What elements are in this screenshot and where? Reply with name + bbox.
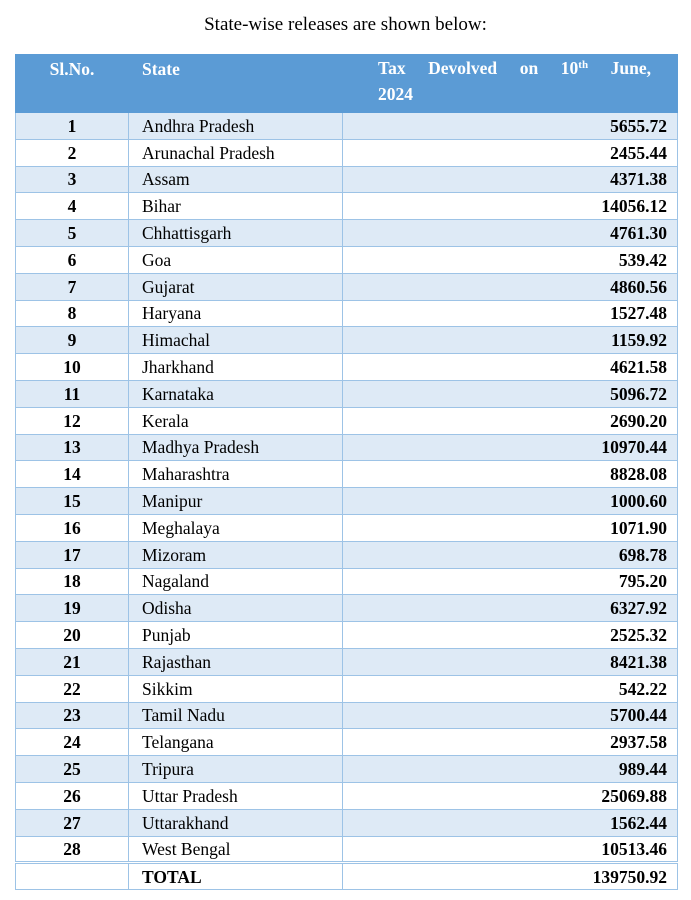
header-state: State (129, 55, 343, 113)
row-state: West Bengal (129, 836, 343, 863)
table-row (16, 246, 678, 273)
row-sl-no: 22 (16, 675, 129, 702)
row-amount: 4860.56 (343, 273, 678, 300)
row-amount: 4761.30 (343, 220, 678, 247)
page-caption: State-wise releases are shown below: (204, 14, 487, 35)
table-row (16, 488, 678, 515)
row-state: Bihar (129, 193, 343, 220)
row-sl-no: 25 (16, 756, 129, 783)
row-state: Uttar Pradesh (129, 782, 343, 809)
table-row (16, 354, 678, 381)
row-sl-no: 17 (16, 541, 129, 568)
row-state: Madhya Pradesh (129, 434, 343, 461)
row-sl-no: 21 (16, 648, 129, 675)
total-sl (16, 863, 129, 890)
row-state: Gujarat (129, 273, 343, 300)
row-sl-no: 1 (16, 113, 129, 140)
row-amount: 542.22 (343, 675, 678, 702)
table-row (16, 220, 678, 247)
table-row (16, 139, 678, 166)
row-amount: 2937.58 (343, 729, 678, 756)
table-row (16, 407, 678, 434)
table-row (16, 836, 678, 863)
header-tax-line1b: June, (588, 58, 651, 78)
row-state: Meghalaya (129, 514, 343, 541)
table-header-row (16, 55, 678, 113)
table-row (16, 809, 678, 836)
table-row (16, 434, 678, 461)
table-row (16, 380, 678, 407)
row-state: Punjab (129, 622, 343, 649)
table-row (16, 193, 678, 220)
row-state: Odisha (129, 595, 343, 622)
row-amount: 2455.44 (343, 139, 678, 166)
row-state: Tripura (129, 756, 343, 783)
row-state: Haryana (129, 300, 343, 327)
row-sl-no: 26 (16, 782, 129, 809)
row-state: Tamil Nadu (129, 702, 343, 729)
row-state: Uttarakhand (129, 809, 343, 836)
row-sl-no: 9 (16, 327, 129, 354)
row-state: Arunachal Pradesh (129, 139, 343, 166)
row-state: Andhra Pradesh (129, 113, 343, 140)
row-state: Goa (129, 246, 343, 273)
row-amount: 1527.48 (343, 300, 678, 327)
table-row (16, 675, 678, 702)
row-state: Kerala (129, 407, 343, 434)
table-row (16, 782, 678, 809)
row-state: Assam (129, 166, 343, 193)
row-sl-no: 23 (16, 702, 129, 729)
header-sl-no: Sl.No. (16, 55, 129, 113)
row-sl-no: 28 (16, 836, 129, 863)
row-sl-no: 19 (16, 595, 129, 622)
row-sl-no: 5 (16, 220, 129, 247)
row-state: Mizoram (129, 541, 343, 568)
row-state: Nagaland (129, 568, 343, 595)
table-row (16, 166, 678, 193)
row-sl-no: 14 (16, 461, 129, 488)
row-sl-no: 11 (16, 380, 129, 407)
row-amount: 5655.72 (343, 113, 678, 140)
row-amount: 989.44 (343, 756, 678, 783)
row-amount: 8421.38 (343, 648, 678, 675)
table-row (16, 622, 678, 649)
row-sl-no: 18 (16, 568, 129, 595)
row-amount: 2525.32 (343, 622, 678, 649)
table-row (16, 300, 678, 327)
row-sl-no: 13 (16, 434, 129, 461)
row-state: Rajasthan (129, 648, 343, 675)
total-amount: 139750.92 (343, 863, 678, 890)
table-row (16, 729, 678, 756)
table-row (16, 273, 678, 300)
row-state: Jharkhand (129, 354, 343, 381)
header-tax-line1a: Tax Devolved on 10 (378, 58, 579, 78)
row-sl-no: 10 (16, 354, 129, 381)
row-sl-no: 4 (16, 193, 129, 220)
row-state: Chhattisgarh (129, 220, 343, 247)
row-state: Karnataka (129, 380, 343, 407)
row-state: Telangana (129, 729, 343, 756)
row-amount: 1159.92 (343, 327, 678, 354)
table-row (16, 113, 678, 140)
row-sl-no: 3 (16, 166, 129, 193)
row-amount: 698.78 (343, 541, 678, 568)
row-state: Himachal (129, 327, 343, 354)
row-state: Manipur (129, 488, 343, 515)
table-row (16, 648, 678, 675)
row-amount: 539.42 (343, 246, 678, 273)
row-sl-no: 6 (16, 246, 129, 273)
row-amount: 25069.88 (343, 782, 678, 809)
row-sl-no: 27 (16, 809, 129, 836)
table-row (16, 514, 678, 541)
row-amount: 5700.44 (343, 702, 678, 729)
row-amount: 4371.38 (343, 166, 678, 193)
row-sl-no: 15 (16, 488, 129, 515)
tax-devolution-table (15, 54, 678, 890)
row-amount: 10513.46 (343, 836, 678, 863)
row-amount: 6327.92 (343, 595, 678, 622)
row-amount: 10970.44 (343, 434, 678, 461)
row-amount: 4621.58 (343, 354, 678, 381)
table-row (16, 568, 678, 595)
total-label: TOTAL (129, 863, 343, 890)
table-row (16, 702, 678, 729)
table-row (16, 461, 678, 488)
row-amount: 795.20 (343, 568, 678, 595)
row-sl-no: 2 (16, 139, 129, 166)
row-sl-no: 7 (16, 273, 129, 300)
row-amount: 2690.20 (343, 407, 678, 434)
row-amount: 1000.60 (343, 488, 678, 515)
row-amount: 1562.44 (343, 809, 678, 836)
header-tax-sup: th (578, 59, 589, 71)
table-body (16, 113, 678, 890)
row-sl-no: 24 (16, 729, 129, 756)
row-sl-no: 12 (16, 407, 129, 434)
row-sl-no: 20 (16, 622, 129, 649)
row-amount: 14056.12 (343, 193, 678, 220)
table-row (16, 541, 678, 568)
row-sl-no: 16 (16, 514, 129, 541)
table-row (16, 595, 678, 622)
total-row (16, 863, 678, 890)
row-amount: 8828.08 (343, 461, 678, 488)
row-state: Sikkim (129, 675, 343, 702)
header-tax-devolved (343, 55, 678, 113)
row-amount: 1071.90 (343, 514, 678, 541)
header-tax-line2: 2024 (378, 84, 413, 104)
row-amount: 5096.72 (343, 380, 678, 407)
row-state: Maharashtra (129, 461, 343, 488)
table-row (16, 327, 678, 354)
row-sl-no: 8 (16, 300, 129, 327)
table-row (16, 756, 678, 783)
